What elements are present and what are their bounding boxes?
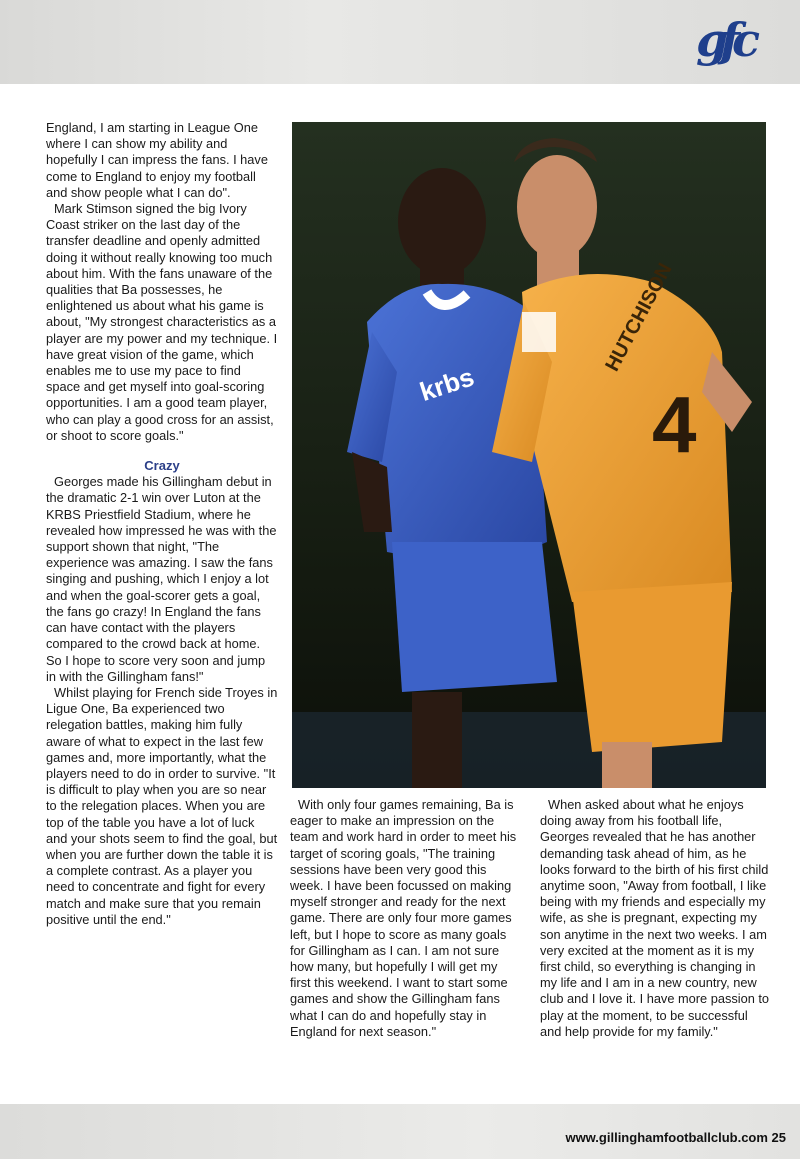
shirt-name-text: HUTCHISON	[601, 259, 677, 375]
article-paragraph: Georges made his Gillingham debut in the dramatic 2-1 win over Luton at the KRBS Priestfield Stadium, where he revealed how impressed he was with the support shown that night, "The experience was amazing. I saw the fans singing and pushing, which I enjoy a lot and when the goal-scorer gets a goal, the fans go crazy! In England the fans can have contact with the players compared to the crowd back at home. So I hope to score very soon and jump in with the Gillingham fans!"	[46, 474, 277, 684]
shirt-sponsor-text: krbs	[416, 361, 478, 407]
article-paragraph: With only four games remaining, Ba is eager to make an impression on the team and work hard in order to meet his target of scoring goals, "The training sessions have been very good this week. I have been focussed on making myself stronger and ready for the next game. There are only four more games left, but I hope to score as many goals for Gillingham as I can. I am not sure how many, but hopefully I will get my first this weekend. I want to start some games and show the Gillingham fans what I can do and hopefully stay in England for next season."	[290, 797, 517, 1039]
footer-url-page-number: www.gillinghamfootballclub.com 25	[565, 1130, 786, 1145]
top-band	[0, 0, 800, 84]
article-paragraph: When asked about what he enjoys doing away from his football life, Georges revealed that he has another demanding task ahead of him, as he looks forward to the birth of his first child anytime soon, "Away from football, I like being with my friends and especially my wife, as she is pregnant, expecting my son anytime in the next two weeks. I am very excited at the moment as it is my first child, so everything is changing in my life and I am in a new country, new club and I love it. I have more passion to play at the moment, to be successful and help provide for my family."	[540, 797, 770, 1039]
article-paragraph: England, I am starting in League One where I can show my ability and hopefully I can impress the fans. I have come to England to enjoy my football and show people what I can do".	[46, 120, 268, 200]
article-column-2	[290, 797, 520, 1040]
section-heading: Crazy	[144, 458, 180, 474]
article-paragraph: Mark Stimson signed the big Ivory Coast striker on the last day of the transfer deadline and openly admitted doing it without really knowing too much about him. With the fans unaware of the qualities that Ba possesses, he enlightened us about what his game is about, "My strongest characteristics as a player are my power and my technique. I have great vision of the game, which enables me to use my pace to find space and get myself into goal-scoring opportunities. I am a good team player, who can play a good cross for an assist, or shoot to score goals."	[46, 201, 278, 443]
article-column-1	[46, 120, 278, 928]
match-photo	[292, 122, 766, 788]
shirt-number-text: 4	[652, 380, 697, 469]
article-column-3	[540, 797, 772, 1040]
svg-text:gfc: gfc	[696, 14, 752, 67]
article-paragraph: Whilst playing for French side Troyes in Ligue One, Ba experienced two relegation battles, making him fully aware of what to expect in the last few games and, more importantly, what the players need to do in order to survive. "It is difficult to play when you are so near to the relegation places. When you are top of the table you have a lot of luck and your shots seem to find the goal, but when you are further down the table it is a complete contrast. As a player you need to concentrate and fight for every match and make sure that you remain positive until the end."	[46, 684, 278, 927]
club-logo	[696, 14, 782, 70]
